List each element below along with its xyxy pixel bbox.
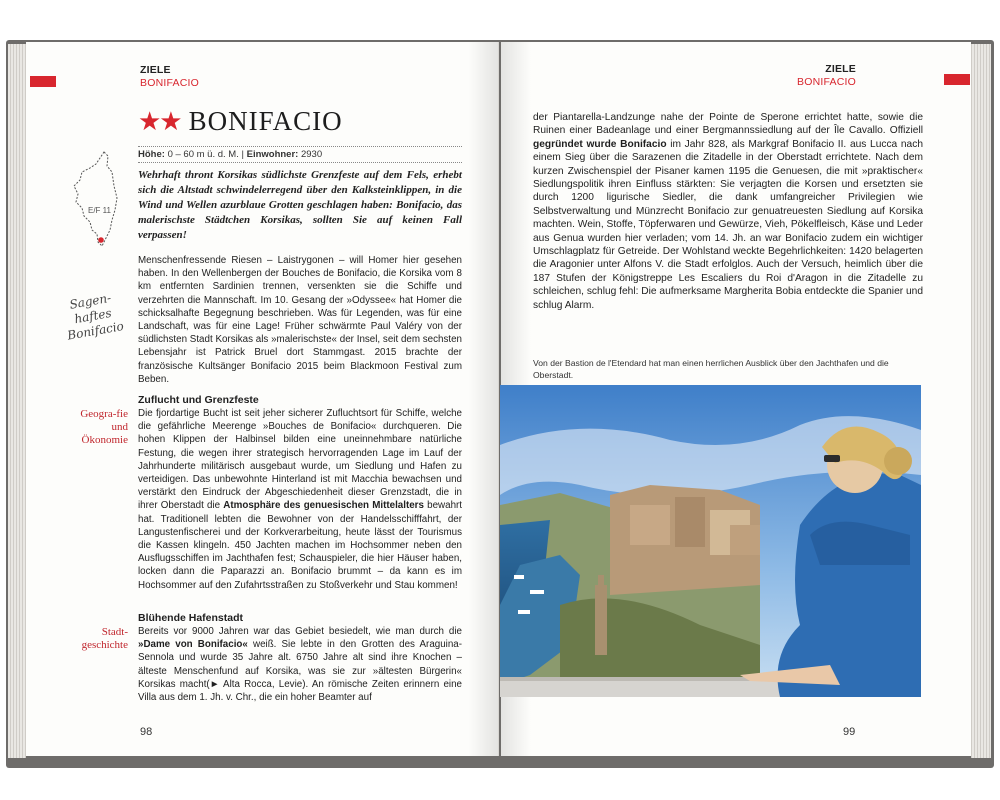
facts-line	[138, 146, 462, 163]
paragraph-intro-legend: Menschenfressende Riesen – Laistrygonen – will Homer hier gesehen haben. In den Wellenbergen der Bouches de Bonifacio, die Korsika vom 8 km entfernten Sardinien trennen, versenkten sie die Schiffe und verzehrten die Mannschaft. Im 10. Gesang der »Odyssee« hat Homer die schicksalhafte Begegnung beschrieben. Was für Legenden, was für eine Landschaft, was für eine Lage! Früher schwärmte Paul Valéry von der südlichsten Stadt Korsikas als »malerischste« der Insel, seit dem sechsten Lebensjahr ist Patrick Bruel dort Stammgast. 2015 brachte der französische Kultsänger Bonifacio 2015 beim Blackmoon Festival zum Beben.	[138, 255, 462, 385]
population-value: 2930	[300, 149, 323, 160]
paragraph-geography	[138, 407, 462, 592]
header-place: BONIFACIO	[140, 77, 199, 89]
margin-note-history: Stadt-geschichte	[81, 626, 128, 651]
paragraph-history-part1: Bereits vor 9000 Jahren war das Gebiet besiedelt, wie man durch die	[138, 626, 462, 637]
right-text-part2: im Jahr 828, als Markgraf Bonifacio II. aus Lucca nach einem Sieg über die Sarazenen die Zitadelle in der Oberstadt errichtete. Nach dem kurzen Zwischenspiel der Pisaner kamen 1195 die Genuesen, die mit »praktischer« Siedlungspolitik ihren Einfluss stärkten: Sie verjagten die Korsen und ersetzten sie durch 1200 ligurische Siedler, die dank umfangreicher Privilegien wie Selbstverwaltung und Münzrecht Bonifacio zur genuatreuesten Siedlung auf Korsika machten. Wein, Stoffe, Töpferwaren und Gewürze, Vieh, Pökelfleisch, Käse und Leder aus Genua wurden hier verladen; vom 14. Jh. an war Bonifacio zudem ein wichtiger Umschlagplatz für Getreide. Der Wohlstand weckte Begehrlichkeiten: 1420 belagerten die Aragonier unter Alfons V. die Stadt erfolglos. Auch der Versuch, heimlich über die 187 Stufen der Königstreppe Les Escaliers du Roi d'Aragon in die Zitadelle zu schleichen, schlug fehl: Die aufmerksame Margherita Bobia entdeckte die Spanier und schlug Alarm.	[533, 138, 923, 311]
facts-separator: |	[241, 149, 244, 160]
running-header-right	[794, 63, 856, 89]
right-page-edges	[971, 44, 991, 758]
population-label: Einwohner:	[246, 149, 299, 160]
page-number-right: 99	[843, 726, 856, 738]
photo-caption: Von der Bastion de l'Etendard hat man einen herrlichen Ausblick über den Jachthafen und die Oberstadt.	[533, 358, 889, 380]
running-header-left	[140, 64, 199, 90]
page-number-left: 98	[140, 726, 153, 738]
paragraph-geography-part2: bewahrt hat. Traditionell lebten die Bewohner von der Handelsschifffahrt, der Langustenfischerei und der Korkverarbeitung, heute lässt der Tourismus die Kassen klingeln. 450 Jachten machen im Hochsommer neben den Ausflugsschiffen im Jachthafen fest; Schauspieler, die hier Häuser haben, locken dann die Paparazzi an. Bonifacio brummt – da kann es im Hochsommer auf den Zufahrtsstraßen zu Stoßverkehr und Stau kommen!	[138, 500, 463, 591]
margin-note-geography: Geogra-fie und Ökonomie	[80, 408, 128, 446]
header-section-right: ZIELE	[825, 63, 856, 75]
right-body-text	[533, 111, 923, 312]
photo-illustration	[500, 385, 921, 697]
paragraph-history	[138, 625, 462, 704]
header-place-right: BONIFACIO	[797, 76, 856, 88]
paragraph-geography-part1: Die fjordartige Bucht ist seit jeher sicherer Zufluchtsort für Schiffe, welche die gefährliche Meerenge »Bouches de Bonifacio« durchqueren. Die hohen Klippen der Halbinsel bilden eine uneinnehmbare natürliche Festung, die wegen ihrer strategisch hervorragenden Lage im Lauf der Jahrhunderte militärisch ausgebaut wurde, um Siedlung und Hafen zu verteidigen. Das unbewohnte Hinterland ist mit Macchia bewachsen und verstärkt den Eindruck der Abgeschiedenheit dieser Grenzstadt, die in ihrer Oberstadt die	[138, 408, 462, 512]
subhead-harbour: Blühende Hafenstadt	[138, 612, 244, 624]
chapter-tab-marker-right	[944, 74, 970, 85]
corsica-locator-map	[70, 150, 130, 250]
chapter-tab-marker-left	[30, 76, 56, 87]
corsica-outline-icon	[70, 150, 130, 250]
left-page-edges	[8, 44, 26, 758]
height-value: 0 – 60 m ü. d. M.	[167, 149, 239, 160]
title-row	[138, 106, 343, 137]
paragraph-geography-highlight: Atmosphäre des genuesischen Mittelalters	[223, 500, 424, 512]
intro-paragraph: Wehrhaft thront Korsikas südlichste Grenzfeste auf dem Fels, erhebt sich die Altstadt schwindelerregend über den Kalksteinklippen, in die Wind und Wellen azurblaue Grotten geschlagen haben: Bonifacio, das malerischste Städtchen Korsikas, sollten Sie auf keinen Fall verpassen!	[138, 169, 462, 241]
height-label: Höhe:	[138, 149, 165, 160]
paragraph-history-highlight: »Dame von Bonifacio«	[138, 639, 248, 651]
map-grid-label: E/F 11	[88, 206, 111, 215]
right-text-highlight: gegründet wurde Bonifacio	[533, 138, 667, 150]
subhead-refuge: Zuflucht und Grenzfeste	[138, 394, 259, 406]
handwritten-margin-note: Sagen-haftes Bonifacio	[66, 290, 125, 343]
page-title: BONIFACIO	[188, 106, 343, 136]
right-text-part1: der Piantarella-Landzunge nahe der Pointe de Sperone errichtet hatte, sowie die Ruinen einer Badeanlage und einer Bergmannssiedlung auf der Île Cavallo. Offiziell	[533, 112, 923, 137]
bonifacio-photo	[500, 385, 921, 697]
gutter-shadow	[468, 42, 498, 756]
rating-stars-icon: ★★	[138, 106, 181, 136]
paragraph-history-part2: weiß. Sie lebte in den Grotten des Araguina-Sennola und wurde 35 Jahre alt. 6750 Jahre alt sind ihre Knochen – älteste Menschenfund auf Korsika, was sie zur »ältesten Bürgerin« Korsikas macht(► Alta Rocca, Levie). An römische Zeiten erinnern eine Villa aus dem 1. Jh. v. Chr., die ein hoher Beamter auf	[138, 639, 462, 704]
header-section: ZIELE	[140, 64, 171, 76]
